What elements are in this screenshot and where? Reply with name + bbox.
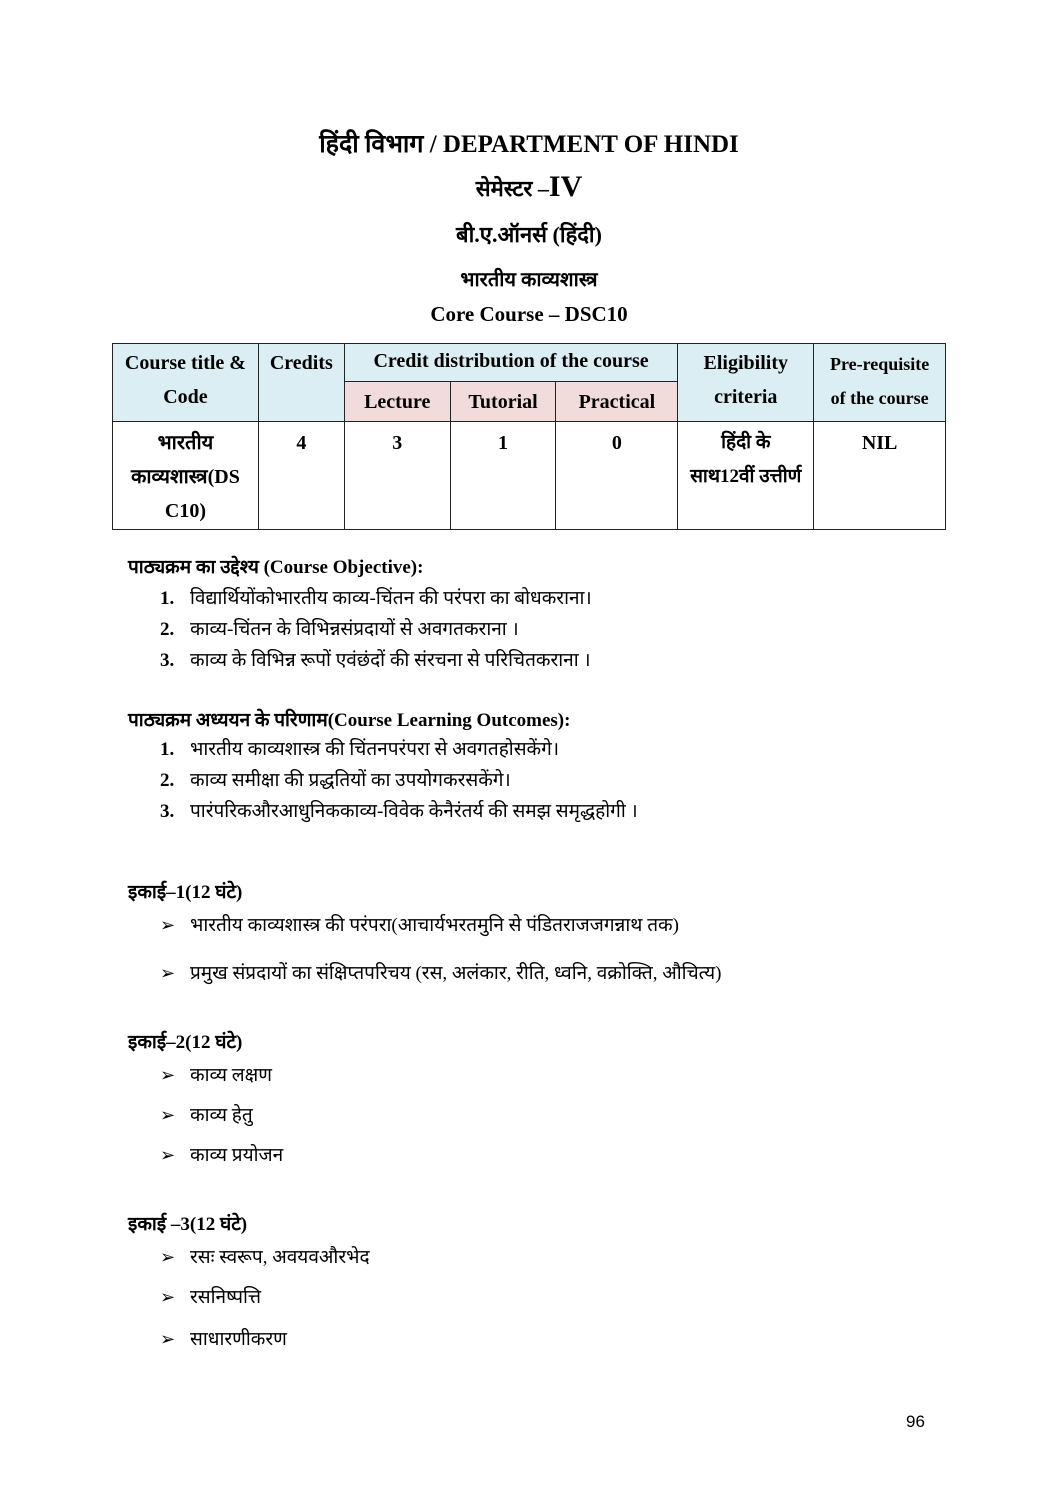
- arrow-right-icon: ➢: [160, 1145, 176, 1166]
- header-prerequisite: Pre-requisite of the course: [814, 344, 946, 422]
- list-item: 3. काव्य के विभिन्न रूपों एवंछंदों की संरचना से परिचितकराना ।: [160, 650, 591, 671]
- semester-number: IV: [548, 170, 583, 203]
- unit-1-list: [160, 906, 722, 994]
- list-item: 3. पारंपरिकऔरआधुनिककाव्य-विवेक केनैरंतर्य की समझ समृद्धहोगी ।: [160, 801, 638, 822]
- program-title: बी.ए.ऑनर्स (हिंदी): [456, 222, 602, 247]
- list-item: ➢ काव्य प्रयोजन: [160, 1136, 283, 1176]
- objective-list: [160, 583, 592, 676]
- header-tutorial: Tutorial: [450, 382, 556, 422]
- semester-prefix: सेमेस्टर –: [475, 176, 549, 201]
- cell-prerequisite: NIL: [814, 422, 946, 530]
- list-item: ➢ रसनिष्पत्ति: [160, 1278, 370, 1318]
- arrow-right-icon: ➢: [160, 963, 176, 984]
- course-name: भारतीय काव्यशास्त्र: [460, 269, 598, 291]
- list-item: 1. भारतीय काव्यशास्त्र की चिंतनपरंपरा से अवगतहोसकेंगे।: [160, 739, 560, 760]
- list-item: 2. काव्य-चिंतन के विभिन्नसंप्रदायों से अवगतकराना ।: [160, 619, 519, 640]
- cell-course-title: भारतीय काव्यशास्त्र(DS C10): [113, 422, 259, 530]
- table-row: [113, 422, 946, 530]
- unit-2-list: [160, 1056, 283, 1176]
- cell-credits: 4: [258, 422, 344, 530]
- cell-tutorial: 1: [450, 422, 556, 530]
- list-item: ➢ काव्य हेतु: [160, 1096, 283, 1136]
- course-table: [112, 343, 946, 530]
- arrow-right-icon: ➢: [160, 1329, 176, 1350]
- list-item: 2. काव्य समीक्षा की प्रद्धतियों का उपयोगकरसकेंगे।: [160, 770, 511, 791]
- unit-2-heading: इकाई–2(12 घंटे): [128, 1032, 243, 1053]
- list-item: ➢ भारतीय काव्यशास्त्र की परंपरा(आचार्यभरतमुनि से पंडितराजजगन्नाथ तक): [160, 906, 722, 946]
- unit-1-heading: इकाई–1(12 घंटे): [128, 882, 243, 903]
- header-credit-distribution: Credit distribution of the course: [344, 344, 678, 382]
- arrow-right-icon: ➢: [160, 1287, 176, 1308]
- header-practical: Practical: [556, 382, 678, 422]
- header-title-code: Course title & Code: [113, 344, 259, 422]
- list-item: ➢ साधारणीकरण: [160, 1320, 370, 1360]
- semester-title: [0, 170, 1058, 204]
- header-credits: Credits: [258, 344, 344, 422]
- department-title: हिंदी विभाग / DEPARTMENT OF HINDI: [319, 131, 739, 158]
- arrow-right-icon: ➢: [160, 1065, 176, 1086]
- header-lecture: Lecture: [344, 382, 450, 422]
- arrow-right-icon: ➢: [160, 1105, 176, 1126]
- cell-eligibility: हिंदी के साथ12वीं उत्तीर्ण: [678, 422, 814, 530]
- outcomes-list: [160, 734, 638, 827]
- unit-3-heading: इकाई –3(12 घंटे): [128, 1214, 248, 1235]
- header-eligibility: Eligibility criteria: [678, 344, 814, 422]
- arrow-right-icon: ➢: [160, 1247, 176, 1268]
- list-item: ➢ काव्य लक्षण: [160, 1056, 283, 1096]
- arrow-right-icon: ➢: [160, 915, 176, 936]
- page-number: 96: [906, 1412, 925, 1431]
- cell-practical: 0: [556, 422, 678, 530]
- course-code-line: Core Course – DSC10: [430, 302, 628, 326]
- list-item: ➢ रसः स्वरूप, अवयवऔरभेद: [160, 1238, 370, 1278]
- list-item: ➢ प्रमुख संप्रदायों का संक्षिप्तपरिचय (रस, अलंकार, रीति, ध्वनि, वक्रोक्ति, औचित्य): [160, 954, 722, 994]
- unit-3-list: [160, 1238, 370, 1360]
- cell-lecture: 3: [344, 422, 450, 530]
- outcomes-heading: पाठ्यक्रम अध्ययन के परिणाम(Course Learning Outcomes):: [128, 710, 571, 731]
- list-item: 1. विद्यार्थियोंकोभारतीय काव्य-चिंतन की परंपरा का बोधकराना।: [160, 588, 592, 609]
- objective-heading: पाठ्यक्रम का उद्देश्य (Course Objective):: [128, 557, 424, 578]
